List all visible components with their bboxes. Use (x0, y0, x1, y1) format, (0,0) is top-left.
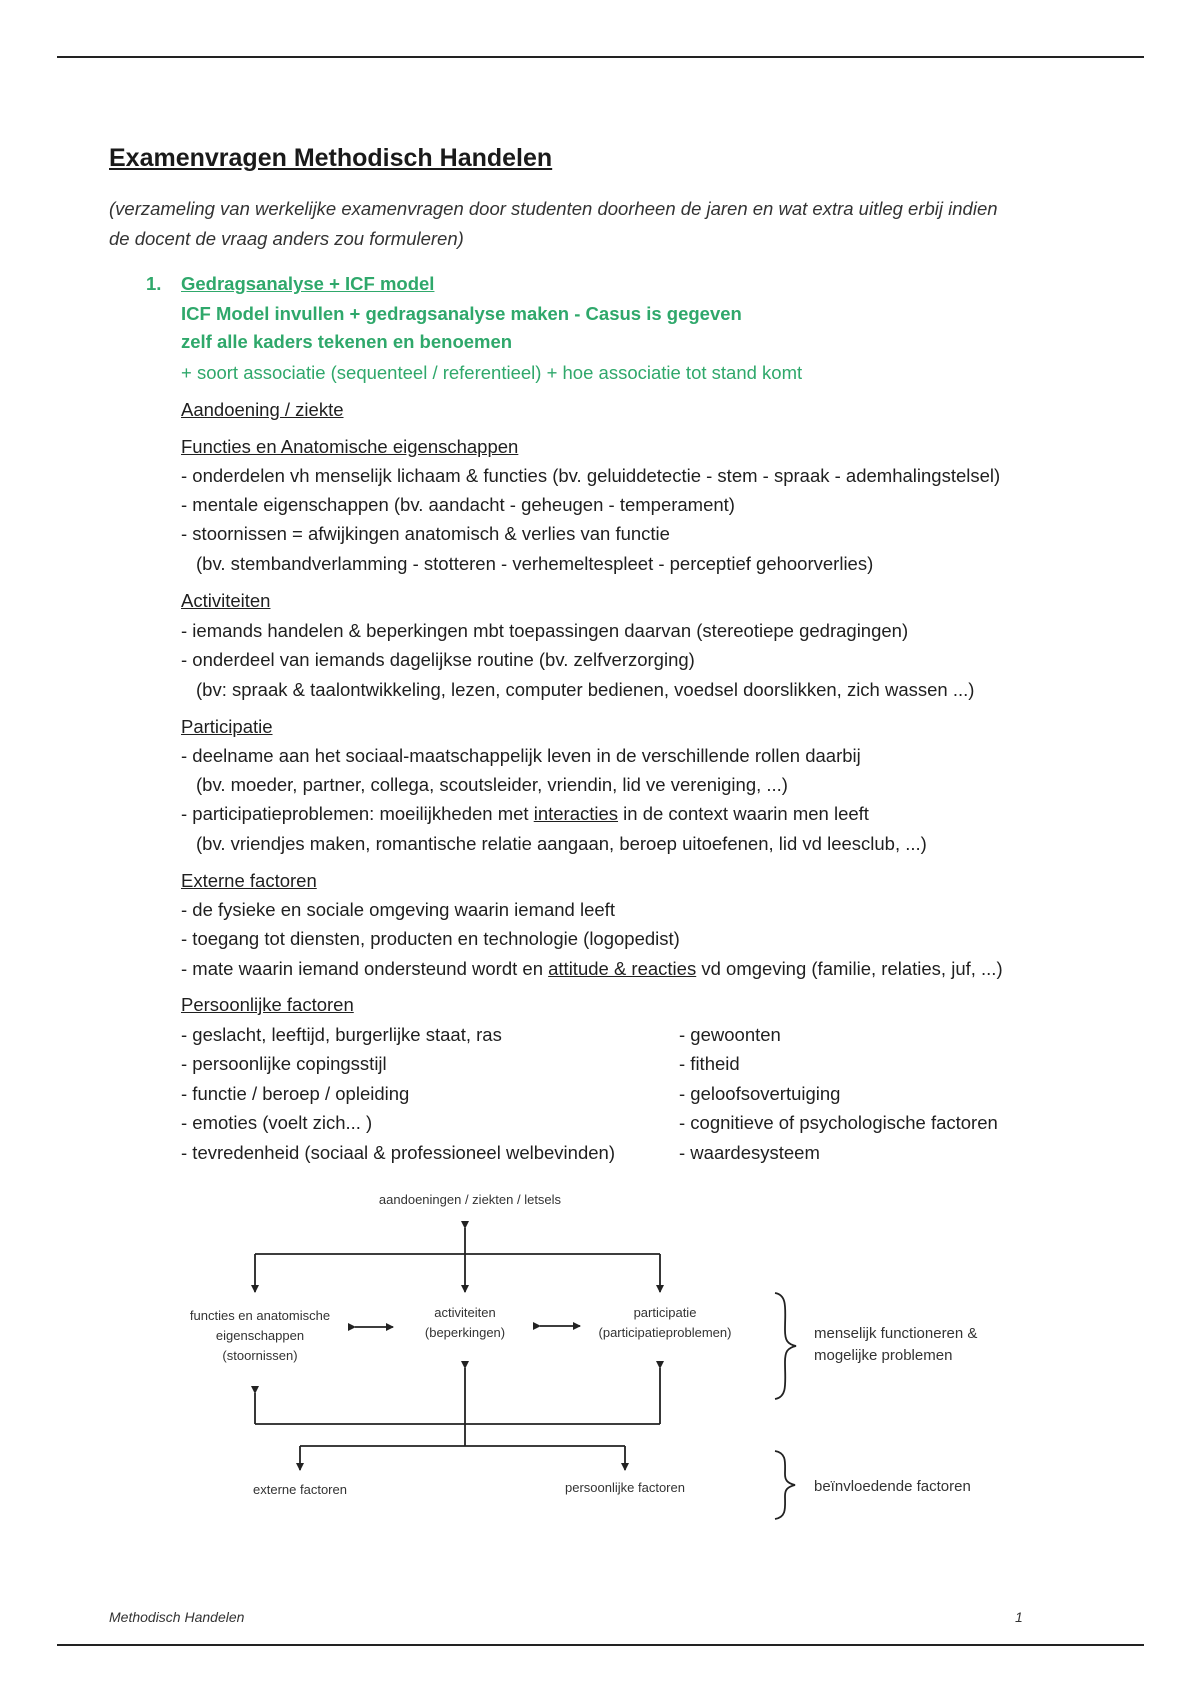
diagram-brace-line: menselijk functioneren & (814, 1325, 978, 1342)
heading-functies: Functies en Anatomische eigenschappen (181, 436, 519, 457)
extern-line: - de fysieke en sociale omgeving waarin iemand leeft (181, 899, 615, 920)
persoonlijk-left: - emoties (voelt zich... ) (181, 1112, 373, 1133)
heading-participatie: Participatie (181, 716, 273, 737)
question-number: 1. (146, 273, 162, 294)
heading-persoonlijk: Persoonlijke factoren (181, 994, 354, 1015)
heading-extern: Externe factoren (181, 870, 317, 891)
page-title: Examenvragen Methodisch Handelen (109, 144, 553, 172)
extern-line-text: - mate waarin iemand ondersteund wordt en (181, 958, 549, 979)
activiteiten-line: - onderdeel van iemands dagelijkse routine (bv. zelfverzorging) (181, 649, 695, 670)
diagram-functies-line: functies en anatomische (189, 1308, 331, 1323)
extern-line-text: vd omgeving (familie, relaties, juf, ...) (696, 958, 1003, 979)
brace-factoren (775, 1451, 795, 1519)
top-rule (57, 56, 1144, 58)
diagram-top-label: aandoeningen / ziekten / letsels (378, 1192, 562, 1207)
activiteiten-line: - iemands handelen & beperkingen mbt toepassingen daarvan (stereotiepe gedragingen) (181, 620, 909, 641)
bottom-rule (57, 1644, 1144, 1646)
persoonlijk-left: - functie / beroep / opleiding (181, 1083, 410, 1104)
brace-functioneren (775, 1293, 796, 1399)
diagram-brace-line: mogelijke problemen (814, 1347, 953, 1364)
participatie-line (181, 803, 869, 825)
diagram-activiteiten (405, 1303, 525, 1343)
persoonlijk-right: - geloofsovertuiging (679, 1083, 841, 1104)
diagram-participatie (585, 1303, 745, 1343)
diagram-functies (175, 1306, 345, 1366)
persoonlijk-right: - gewoonten (679, 1024, 781, 1045)
persoonlijk-right: - waardesysteem (679, 1142, 820, 1163)
icf-diagram (170, 1190, 1030, 1540)
diagram-extern: externe factoren (253, 1482, 347, 1497)
heading-activiteiten: Activiteiten (181, 590, 271, 611)
question-title: Gedragsanalyse + ICF model (181, 273, 435, 294)
persoonlijk-left: - tevredenheid (sociaal & professioneel welbevinden) (181, 1142, 615, 1163)
extern-line (181, 958, 1003, 980)
participatie-line: (bv. vriendjes maken, romantische relatie aangaan, beroep uitoefenen, lid vd leesclub, ...) (196, 833, 927, 854)
activiteiten-line: (bv: spraak & taalontwikkeling, lezen, computer bedienen, voedsel doorslikken, zich wassen ...) (196, 679, 975, 700)
intro-line-1: (verzameling van werkelijke examenvragen door studenten doorheen de jaren en wat extra uitleg erbij indien (109, 198, 998, 219)
persoonlijk-left: - persoonlijke copingsstijl (181, 1053, 387, 1074)
diagram-functies-line: eigenschappen (215, 1328, 305, 1343)
participatie-line: (bv. moeder, partner, collega, scoutsleider, vriendin, lid ve vereniging, ...) (196, 774, 788, 795)
question-line-2: ICF Model invullen + gedragsanalyse maken - Casus is gegeven (181, 303, 742, 324)
diagram-participatie-line: (participatieproblemen) (598, 1325, 732, 1340)
participatie-line: - deelname aan het sociaal-maatschappelijk leven in de verschillende rollen daarbij (181, 745, 861, 766)
diagram-brace-label-2: beïnvloedende factoren (814, 1478, 971, 1495)
functies-line: - stoornissen = afwijkingen anatomisch & verlies van functie (181, 523, 670, 544)
extern-line: - toegang tot diensten, producten en technologie (logopedist) (181, 928, 680, 949)
participatie-line-text: - participatieproblemen: moeilijkheden met (181, 803, 534, 824)
footer-title: Methodisch Handelen (109, 1609, 245, 1625)
diagram-functies-line: (stoornissen) (222, 1348, 298, 1363)
persoonlijk-right: - fitheid (679, 1053, 740, 1074)
diagram-participatie-line: participatie (633, 1305, 697, 1320)
diagram-brace-label-1 (814, 1323, 977, 1367)
functies-line: - mentale eigenschappen (bv. aandacht - geheugen - temperament) (181, 494, 735, 515)
question-line-4: + soort associatie (sequenteel / referentieel) + hoe associatie tot stand komt (181, 362, 803, 383)
diagram-activiteiten-line: activiteiten (434, 1305, 496, 1320)
persoonlijk-right: - cognitieve of psychologische factoren (679, 1112, 998, 1133)
heading-aandoening: Aandoening / ziekte (181, 399, 344, 420)
participatie-underlined: interacties (533, 803, 619, 824)
functies-line: - onderdelen vh menselijk lichaam & functies (bv. geluiddetectie - stem - spraak - ademhalingstelsel) (181, 465, 1001, 486)
extern-underlined: attitude & reacties (548, 958, 697, 979)
diagram-persoonlijk: persoonlijke factoren (565, 1480, 685, 1495)
persoonlijk-left: - geslacht, leeftijd, burgerlijke staat, ras (181, 1024, 502, 1045)
functies-line: (bv. stembandverlamming - stotteren - verhemeltespleet - perceptief gehoorverlies) (196, 553, 874, 574)
question-line-3: zelf alle kaders tekenen en benoemen (181, 331, 513, 352)
page-number: 1 (1015, 1609, 1023, 1625)
intro-line-2: de docent de vraag anders zou formuleren) (109, 228, 464, 249)
participatie-line-text: in de context waarin men leeft (618, 803, 869, 824)
diagram-activiteiten-line: (beperkingen) (424, 1325, 506, 1340)
